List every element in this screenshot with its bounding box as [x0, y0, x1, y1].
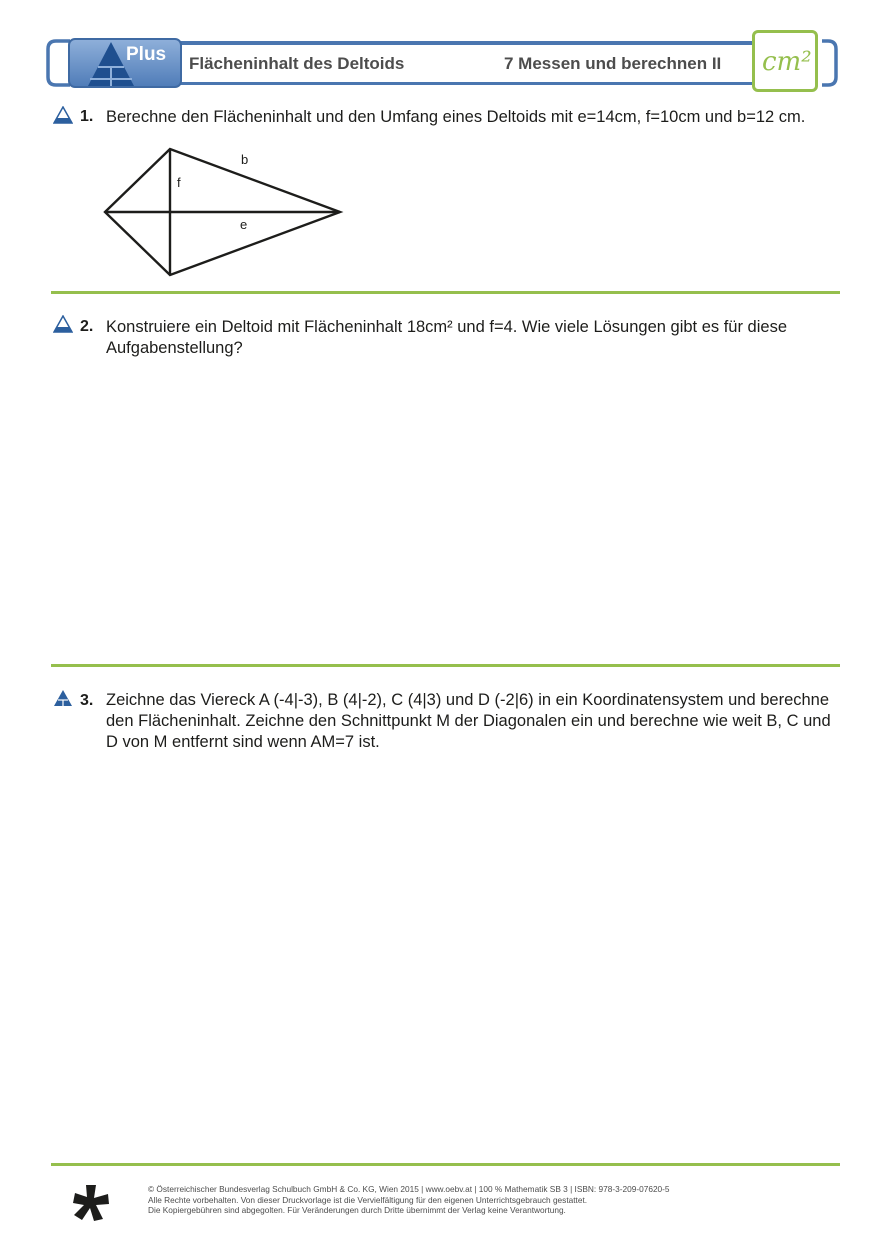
task-1-number: 1. [80, 108, 94, 125]
publisher-logo-icon [72, 1184, 110, 1222]
footer-divider [51, 1163, 840, 1166]
label-f: f [177, 175, 181, 190]
divider-1 [51, 291, 840, 294]
task-3-number: 3. [80, 692, 94, 709]
task-1-text: Berechne den Flächeninhalt und den Umfang eines Deltoids mit e=14cm, f=10cm und b=12 cm. [106, 108, 806, 126]
task-3-text: Zeichne das Viereck A (-4|-3), B (4|-2), C (4|3) und D (-2|6) in ein Koordinatensystem und berechne den Flächeninhalt. Zeichne den Schnittpunkt M der Diagonalen ein und berechne wie weit B, C und D von M entfernt sind wenn AM=7 ist. [106, 691, 831, 751]
level-icon-filled [53, 689, 73, 707]
badge-label: Plus [126, 44, 167, 65]
header-right-bracket [818, 38, 840, 90]
footer-line-1: © Österreichischer Bundesverlag Schulbuch GmbH & Co. KG, Wien 2015 | www.oebv.at | 100 % Mathematik SB 3 | ISBN: 978-3-209-07620-5 [148, 1184, 670, 1194]
plus-badge [68, 38, 182, 88]
label-b: b [241, 152, 249, 167]
unit-logo-text: cm² [762, 47, 812, 77]
page-title: Flächeninhalt des Deltoids [189, 54, 405, 73]
level-icon-outline [53, 106, 73, 124]
footer-line-2: Alle Rechte vorbehalten. Von dieser Druckvorlage ist die Vervielfältigung für den eigenen Unterrichtsgebrauch gestattet. [148, 1194, 588, 1205]
unit-logo [752, 30, 818, 92]
task-2-number: 2. [80, 318, 94, 335]
deltoid-figure [100, 142, 350, 282]
divider-2 [51, 664, 840, 667]
footer-copyright [148, 1184, 670, 1216]
task-2-text: Konstruiere ein Deltoid mit Flächeninhalt 18cm² und f=4. Wie viele Lösungen gibt es für diese Aufgabenstellung? [106, 318, 787, 357]
chapter-title: 7 Messen und berechnen II [504, 54, 722, 73]
footer-line-3: Die Kopiergebühren sind abgegolten. Für Veränderungen durch Dritte übernimmt der Verlag keine Verantwortung. [148, 1205, 566, 1215]
label-e: e [240, 217, 248, 232]
level-icon-outline [53, 315, 73, 333]
